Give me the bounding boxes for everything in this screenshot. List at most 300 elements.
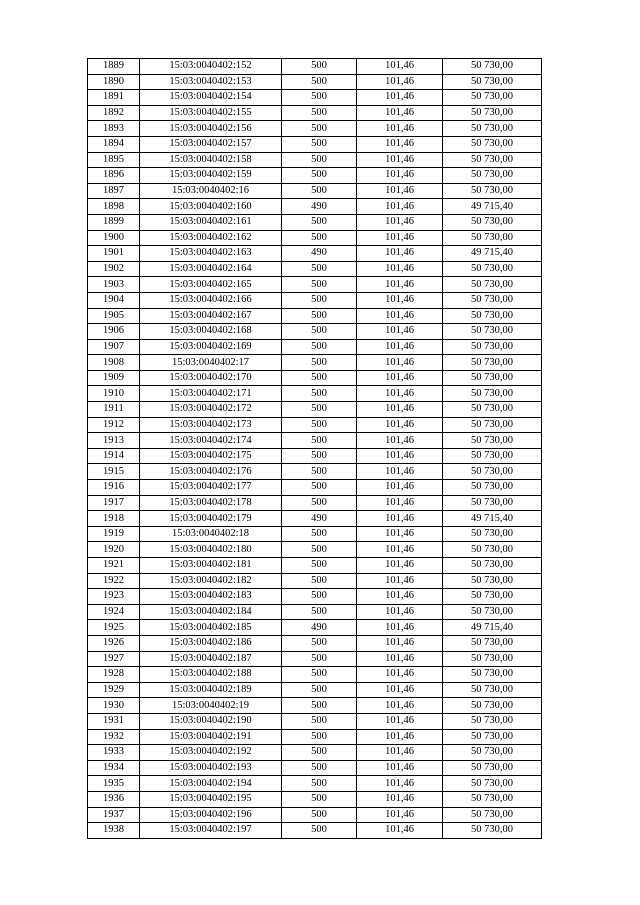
area-cell: 500 [282, 339, 357, 355]
row-number-cell: 1896 [88, 168, 140, 184]
unit-price-cell: 101,46 [357, 90, 443, 106]
table-row [88, 823, 542, 839]
unit-price-cell: 101,46 [357, 667, 443, 683]
document-page [87, 58, 542, 839]
unit-price-cell: 101,46 [357, 589, 443, 605]
table-row [88, 573, 542, 589]
total-amount-cell: 50 730,00 [443, 214, 542, 230]
total-amount-cell: 50 730,00 [443, 324, 542, 340]
row-number-cell: 1920 [88, 542, 140, 558]
area-cell: 500 [282, 651, 357, 667]
area-cell: 500 [282, 277, 357, 293]
table-row [88, 261, 542, 277]
table-row [88, 791, 542, 807]
unit-price-cell: 101,46 [357, 698, 443, 714]
table-row [88, 526, 542, 542]
unit-price-cell: 101,46 [357, 152, 443, 168]
total-amount-cell: 50 730,00 [443, 448, 542, 464]
total-amount-cell: 50 730,00 [443, 464, 542, 480]
table-row [88, 370, 542, 386]
cadastral-number-cell: 15:03:0040402:171 [140, 386, 282, 402]
total-amount-cell: 50 730,00 [443, 355, 542, 371]
cadastral-number-cell: 15:03:0040402:154 [140, 90, 282, 106]
area-cell: 500 [282, 370, 357, 386]
total-amount-cell: 50 730,00 [443, 402, 542, 418]
total-amount-cell: 49 715,40 [443, 199, 542, 215]
area-cell: 500 [282, 292, 357, 308]
total-amount-cell: 50 730,00 [443, 59, 542, 75]
table-row [88, 199, 542, 215]
row-number-cell: 1934 [88, 760, 140, 776]
total-amount-cell: 50 730,00 [443, 760, 542, 776]
row-number-cell: 1936 [88, 791, 140, 807]
cadastral-number-cell: 15:03:0040402:166 [140, 292, 282, 308]
row-number-cell: 1900 [88, 230, 140, 246]
area-cell: 500 [282, 386, 357, 402]
row-number-cell: 1932 [88, 729, 140, 745]
table-row [88, 105, 542, 121]
area-cell: 500 [282, 776, 357, 792]
table-row [88, 168, 542, 184]
area-cell: 500 [282, 402, 357, 418]
cadastral-number-cell: 15:03:0040402:174 [140, 433, 282, 449]
cadastral-number-cell: 15:03:0040402:152 [140, 59, 282, 75]
table-body [88, 59, 542, 839]
row-number-cell: 1918 [88, 511, 140, 527]
table-row [88, 277, 542, 293]
unit-price-cell: 101,46 [357, 635, 443, 651]
unit-price-cell: 101,46 [357, 136, 443, 152]
total-amount-cell: 50 730,00 [443, 573, 542, 589]
cadastral-number-cell: 15:03:0040402:158 [140, 152, 282, 168]
total-amount-cell: 50 730,00 [443, 74, 542, 90]
area-cell: 500 [282, 526, 357, 542]
unit-price-cell: 101,46 [357, 651, 443, 667]
table-row [88, 698, 542, 714]
cadastral-number-cell: 15:03:0040402:186 [140, 635, 282, 651]
total-amount-cell: 50 730,00 [443, 90, 542, 106]
row-number-cell: 1935 [88, 776, 140, 792]
table-row [88, 635, 542, 651]
cadastral-number-cell: 15:03:0040402:195 [140, 791, 282, 807]
cadastral-number-cell: 15:03:0040402:187 [140, 651, 282, 667]
table-row [88, 558, 542, 574]
unit-price-cell: 101,46 [357, 620, 443, 636]
row-number-cell: 1908 [88, 355, 140, 371]
cadastral-number-cell: 15:03:0040402:178 [140, 495, 282, 511]
row-number-cell: 1912 [88, 417, 140, 433]
row-number-cell: 1905 [88, 308, 140, 324]
table-row [88, 807, 542, 823]
table-row [88, 760, 542, 776]
area-cell: 500 [282, 183, 357, 199]
unit-price-cell: 101,46 [357, 417, 443, 433]
cadastral-number-cell: 15:03:0040402:197 [140, 823, 282, 839]
row-number-cell: 1911 [88, 402, 140, 418]
row-number-cell: 1889 [88, 59, 140, 75]
cadastral-number-cell: 15:03:0040402:159 [140, 168, 282, 184]
area-cell: 500 [282, 729, 357, 745]
row-number-cell: 1926 [88, 635, 140, 651]
row-number-cell: 1909 [88, 370, 140, 386]
cadastral-number-cell: 15:03:0040402:173 [140, 417, 282, 433]
cadastral-number-cell: 15:03:0040402:172 [140, 402, 282, 418]
row-number-cell: 1915 [88, 464, 140, 480]
cadastral-number-cell: 15:03:0040402:162 [140, 230, 282, 246]
cadastral-number-cell: 15:03:0040402:16 [140, 183, 282, 199]
area-cell: 500 [282, 495, 357, 511]
land-plots-table [87, 58, 542, 839]
unit-price-cell: 101,46 [357, 760, 443, 776]
table-row [88, 495, 542, 511]
total-amount-cell: 50 730,00 [443, 152, 542, 168]
table-row [88, 136, 542, 152]
unit-price-cell: 101,46 [357, 558, 443, 574]
total-amount-cell: 49 715,40 [443, 620, 542, 636]
total-amount-cell: 50 730,00 [443, 823, 542, 839]
row-number-cell: 1907 [88, 339, 140, 355]
total-amount-cell: 50 730,00 [443, 713, 542, 729]
total-amount-cell: 50 730,00 [443, 526, 542, 542]
total-amount-cell: 50 730,00 [443, 183, 542, 199]
total-amount-cell: 50 730,00 [443, 308, 542, 324]
unit-price-cell: 101,46 [357, 59, 443, 75]
table-row [88, 729, 542, 745]
total-amount-cell: 50 730,00 [443, 604, 542, 620]
total-amount-cell: 50 730,00 [443, 339, 542, 355]
cadastral-number-cell: 15:03:0040402:153 [140, 74, 282, 90]
unit-price-cell: 101,46 [357, 526, 443, 542]
row-number-cell: 1930 [88, 698, 140, 714]
cadastral-number-cell: 15:03:0040402:165 [140, 277, 282, 293]
area-cell: 500 [282, 807, 357, 823]
total-amount-cell: 50 730,00 [443, 168, 542, 184]
unit-price-cell: 101,46 [357, 214, 443, 230]
cadastral-number-cell: 15:03:0040402:163 [140, 246, 282, 262]
row-number-cell: 1924 [88, 604, 140, 620]
cadastral-number-cell: 15:03:0040402:175 [140, 448, 282, 464]
area-cell: 500 [282, 433, 357, 449]
area-cell: 500 [282, 745, 357, 761]
unit-price-cell: 101,46 [357, 168, 443, 184]
row-number-cell: 1906 [88, 324, 140, 340]
row-number-cell: 1902 [88, 261, 140, 277]
area-cell: 500 [282, 635, 357, 651]
cadastral-number-cell: 15:03:0040402:168 [140, 324, 282, 340]
unit-price-cell: 101,46 [357, 791, 443, 807]
unit-price-cell: 101,46 [357, 370, 443, 386]
table-row [88, 355, 542, 371]
cadastral-number-cell: 15:03:0040402:160 [140, 199, 282, 215]
cadastral-number-cell: 15:03:0040402:17 [140, 355, 282, 371]
row-number-cell: 1904 [88, 292, 140, 308]
unit-price-cell: 101,46 [357, 480, 443, 496]
table-row [88, 604, 542, 620]
row-number-cell: 1931 [88, 713, 140, 729]
unit-price-cell: 101,46 [357, 823, 443, 839]
total-amount-cell: 50 730,00 [443, 729, 542, 745]
total-amount-cell: 50 730,00 [443, 682, 542, 698]
unit-price-cell: 101,46 [357, 105, 443, 121]
row-number-cell: 1893 [88, 121, 140, 137]
cadastral-number-cell: 15:03:0040402:170 [140, 370, 282, 386]
row-number-cell: 1922 [88, 573, 140, 589]
cadastral-number-cell: 15:03:0040402:188 [140, 667, 282, 683]
area-cell: 500 [282, 105, 357, 121]
unit-price-cell: 101,46 [357, 183, 443, 199]
row-number-cell: 1901 [88, 246, 140, 262]
cadastral-number-cell: 15:03:0040402:190 [140, 713, 282, 729]
cadastral-number-cell: 15:03:0040402:18 [140, 526, 282, 542]
area-cell: 500 [282, 760, 357, 776]
row-number-cell: 1913 [88, 433, 140, 449]
total-amount-cell: 50 730,00 [443, 277, 542, 293]
row-number-cell: 1917 [88, 495, 140, 511]
row-number-cell: 1914 [88, 448, 140, 464]
row-number-cell: 1903 [88, 277, 140, 293]
area-cell: 490 [282, 199, 357, 215]
total-amount-cell: 50 730,00 [443, 121, 542, 137]
unit-price-cell: 101,46 [357, 121, 443, 137]
area-cell: 500 [282, 59, 357, 75]
unit-price-cell: 101,46 [357, 729, 443, 745]
row-number-cell: 1890 [88, 74, 140, 90]
unit-price-cell: 101,46 [357, 199, 443, 215]
area-cell: 500 [282, 589, 357, 605]
area-cell: 500 [282, 417, 357, 433]
unit-price-cell: 101,46 [357, 807, 443, 823]
unit-price-cell: 101,46 [357, 355, 443, 371]
area-cell: 500 [282, 823, 357, 839]
cadastral-number-cell: 15:03:0040402:182 [140, 573, 282, 589]
cadastral-number-cell: 15:03:0040402:180 [140, 542, 282, 558]
row-number-cell: 1937 [88, 807, 140, 823]
unit-price-cell: 101,46 [357, 261, 443, 277]
row-number-cell: 1923 [88, 589, 140, 605]
total-amount-cell: 50 730,00 [443, 292, 542, 308]
area-cell: 500 [282, 168, 357, 184]
total-amount-cell: 50 730,00 [443, 417, 542, 433]
table-row [88, 589, 542, 605]
unit-price-cell: 101,46 [357, 246, 443, 262]
table-row [88, 464, 542, 480]
unit-price-cell: 101,46 [357, 745, 443, 761]
total-amount-cell: 50 730,00 [443, 807, 542, 823]
cadastral-number-cell: 15:03:0040402:184 [140, 604, 282, 620]
unit-price-cell: 101,46 [357, 339, 443, 355]
table-row [88, 230, 542, 246]
row-number-cell: 1938 [88, 823, 140, 839]
total-amount-cell: 50 730,00 [443, 495, 542, 511]
total-amount-cell: 50 730,00 [443, 230, 542, 246]
unit-price-cell: 101,46 [357, 402, 443, 418]
row-number-cell: 1921 [88, 558, 140, 574]
unit-price-cell: 101,46 [357, 776, 443, 792]
unit-price-cell: 101,46 [357, 682, 443, 698]
total-amount-cell: 50 730,00 [443, 651, 542, 667]
table-row [88, 651, 542, 667]
cadastral-number-cell: 15:03:0040402:169 [140, 339, 282, 355]
area-cell: 500 [282, 308, 357, 324]
area-cell: 500 [282, 791, 357, 807]
unit-price-cell: 101,46 [357, 713, 443, 729]
cadastral-number-cell: 15:03:0040402:157 [140, 136, 282, 152]
table-row [88, 308, 542, 324]
row-number-cell: 1892 [88, 105, 140, 121]
area-cell: 500 [282, 230, 357, 246]
row-number-cell: 1928 [88, 667, 140, 683]
total-amount-cell: 50 730,00 [443, 542, 542, 558]
area-cell: 490 [282, 620, 357, 636]
row-number-cell: 1933 [88, 745, 140, 761]
row-number-cell: 1910 [88, 386, 140, 402]
row-number-cell: 1919 [88, 526, 140, 542]
row-number-cell: 1916 [88, 480, 140, 496]
table-row [88, 386, 542, 402]
area-cell: 500 [282, 448, 357, 464]
table-row [88, 59, 542, 75]
cadastral-number-cell: 15:03:0040402:19 [140, 698, 282, 714]
total-amount-cell: 50 730,00 [443, 105, 542, 121]
cadastral-number-cell: 15:03:0040402:164 [140, 261, 282, 277]
table-row [88, 480, 542, 496]
row-number-cell: 1891 [88, 90, 140, 106]
cadastral-number-cell: 15:03:0040402:156 [140, 121, 282, 137]
cadastral-number-cell: 15:03:0040402:183 [140, 589, 282, 605]
row-number-cell: 1894 [88, 136, 140, 152]
area-cell: 500 [282, 480, 357, 496]
row-number-cell: 1897 [88, 183, 140, 199]
table-row [88, 620, 542, 636]
area-cell: 500 [282, 542, 357, 558]
unit-price-cell: 101,46 [357, 604, 443, 620]
total-amount-cell: 50 730,00 [443, 698, 542, 714]
total-amount-cell: 50 730,00 [443, 558, 542, 574]
table-row [88, 433, 542, 449]
area-cell: 500 [282, 90, 357, 106]
cadastral-number-cell: 15:03:0040402:189 [140, 682, 282, 698]
total-amount-cell: 50 730,00 [443, 745, 542, 761]
total-amount-cell: 50 730,00 [443, 370, 542, 386]
table-row [88, 121, 542, 137]
area-cell: 500 [282, 604, 357, 620]
total-amount-cell: 50 730,00 [443, 776, 542, 792]
area-cell: 500 [282, 558, 357, 574]
area-cell: 490 [282, 511, 357, 527]
row-number-cell: 1898 [88, 199, 140, 215]
unit-price-cell: 101,46 [357, 573, 443, 589]
area-cell: 500 [282, 152, 357, 168]
unit-price-cell: 101,46 [357, 511, 443, 527]
total-amount-cell: 50 730,00 [443, 791, 542, 807]
total-amount-cell: 50 730,00 [443, 667, 542, 683]
area-cell: 500 [282, 682, 357, 698]
cadastral-number-cell: 15:03:0040402:193 [140, 760, 282, 776]
table-row [88, 74, 542, 90]
unit-price-cell: 101,46 [357, 433, 443, 449]
table-row [88, 402, 542, 418]
table-row [88, 214, 542, 230]
unit-price-cell: 101,46 [357, 542, 443, 558]
area-cell: 500 [282, 261, 357, 277]
cadastral-number-cell: 15:03:0040402:181 [140, 558, 282, 574]
table-row [88, 339, 542, 355]
area-cell: 500 [282, 121, 357, 137]
table-row [88, 152, 542, 168]
table-row [88, 713, 542, 729]
row-number-cell: 1899 [88, 214, 140, 230]
total-amount-cell: 50 730,00 [443, 480, 542, 496]
unit-price-cell: 101,46 [357, 230, 443, 246]
row-number-cell: 1925 [88, 620, 140, 636]
cadastral-number-cell: 15:03:0040402:191 [140, 729, 282, 745]
area-cell: 500 [282, 667, 357, 683]
table-row [88, 667, 542, 683]
cadastral-number-cell: 15:03:0040402:176 [140, 464, 282, 480]
cadastral-number-cell: 15:03:0040402:161 [140, 214, 282, 230]
unit-price-cell: 101,46 [357, 308, 443, 324]
cadastral-number-cell: 15:03:0040402:196 [140, 807, 282, 823]
area-cell: 500 [282, 355, 357, 371]
row-number-cell: 1929 [88, 682, 140, 698]
row-number-cell: 1927 [88, 651, 140, 667]
table-row [88, 292, 542, 308]
row-number-cell: 1895 [88, 152, 140, 168]
unit-price-cell: 101,46 [357, 448, 443, 464]
area-cell: 500 [282, 136, 357, 152]
table-row [88, 90, 542, 106]
unit-price-cell: 101,46 [357, 495, 443, 511]
unit-price-cell: 101,46 [357, 464, 443, 480]
unit-price-cell: 101,46 [357, 277, 443, 293]
area-cell: 500 [282, 214, 357, 230]
table-row [88, 246, 542, 262]
unit-price-cell: 101,46 [357, 74, 443, 90]
table-row [88, 542, 542, 558]
unit-price-cell: 101,46 [357, 292, 443, 308]
total-amount-cell: 49 715,40 [443, 511, 542, 527]
total-amount-cell: 50 730,00 [443, 261, 542, 277]
cadastral-number-cell: 15:03:0040402:155 [140, 105, 282, 121]
cadastral-number-cell: 15:03:0040402:194 [140, 776, 282, 792]
cadastral-number-cell: 15:03:0040402:192 [140, 745, 282, 761]
total-amount-cell: 50 730,00 [443, 589, 542, 605]
total-amount-cell: 50 730,00 [443, 635, 542, 651]
cadastral-number-cell: 15:03:0040402:177 [140, 480, 282, 496]
table-row [88, 776, 542, 792]
table-row [88, 511, 542, 527]
cadastral-number-cell: 15:03:0040402:179 [140, 511, 282, 527]
area-cell: 500 [282, 713, 357, 729]
total-amount-cell: 50 730,00 [443, 386, 542, 402]
unit-price-cell: 101,46 [357, 386, 443, 402]
total-amount-cell: 50 730,00 [443, 136, 542, 152]
table-row [88, 324, 542, 340]
area-cell: 500 [282, 573, 357, 589]
area-cell: 500 [282, 74, 357, 90]
area-cell: 500 [282, 698, 357, 714]
table-row [88, 745, 542, 761]
table-row [88, 417, 542, 433]
table-row [88, 682, 542, 698]
unit-price-cell: 101,46 [357, 324, 443, 340]
cadastral-number-cell: 15:03:0040402:185 [140, 620, 282, 636]
table-row [88, 183, 542, 199]
cadastral-number-cell: 15:03:0040402:167 [140, 308, 282, 324]
total-amount-cell: 50 730,00 [443, 433, 542, 449]
table-row [88, 448, 542, 464]
area-cell: 500 [282, 324, 357, 340]
